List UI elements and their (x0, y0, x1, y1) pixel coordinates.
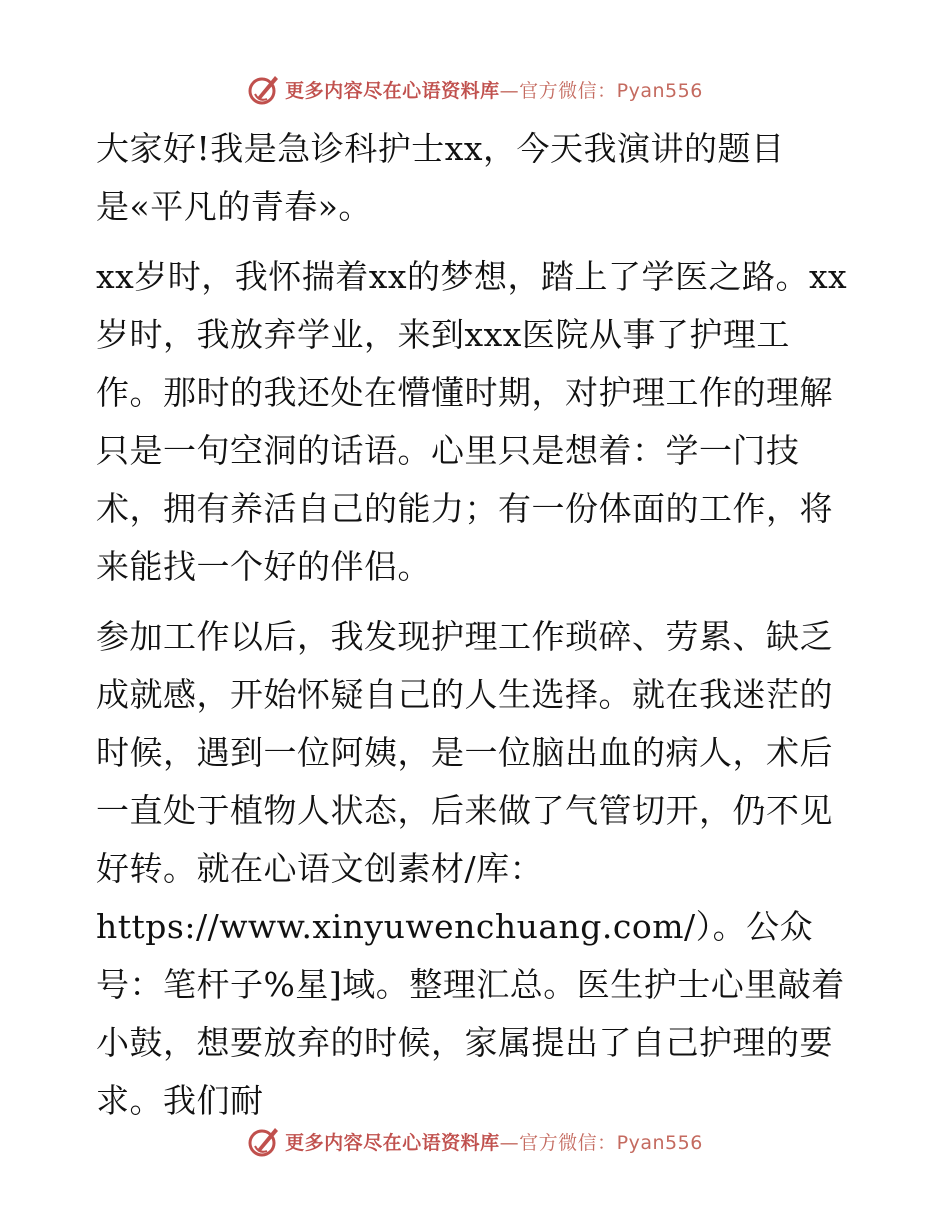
watermark-main-text: 更多内容尽在心语资料库 (285, 79, 500, 102)
quill-logo-icon (247, 1124, 281, 1158)
watermark-main-text: 更多内容尽在心语资料库 (285, 1131, 500, 1154)
quill-logo-icon (247, 72, 281, 106)
paragraph-2: xx岁时，我怀揣着xx的梦想，踏上了学医之路。xx岁时，我放弃学业，来到xxx医院从事了护理工作。那时的我还处在懵懂时期，对护理工作的理解只是一句空洞的话语。心里只是想着：学一门技术，拥有养活自己的能力；有一份体面的工作，将来能找一个好的伴侣。 (96, 257, 848, 586)
document-body (96, 120, 856, 1142)
watermark-sub-text: —官方微信：Pyan556 (499, 79, 703, 102)
paragraph-3: 参加工作以后，我发现护理工作琐碎、劳累、缺乏成就感，开始怀疑自己的人生选择。就在我迷茫的时候，遇到一位阿姨，是一位脑出血的病人，术后一直处于植物人状态，后来做了气管切开，仍不见好转。就在心语文创素材/库：https://www.xinyuwenchuang.com/）。公众号：笔杆子%星]域。整理汇总。医生护士心里敲着小鼓，想要放弃的时候，家属提出了自己护理的要求。我们耐 (96, 617, 845, 1120)
paragraph-1: 大家好!我是急诊科护士xx，今天我演讲的题目是«平凡的青春»。 (96, 129, 785, 226)
watermark-sub-text: —官方微信：Pyan556 (499, 1131, 703, 1154)
footer-watermark (0, 1124, 950, 1158)
header-watermark (0, 72, 950, 106)
